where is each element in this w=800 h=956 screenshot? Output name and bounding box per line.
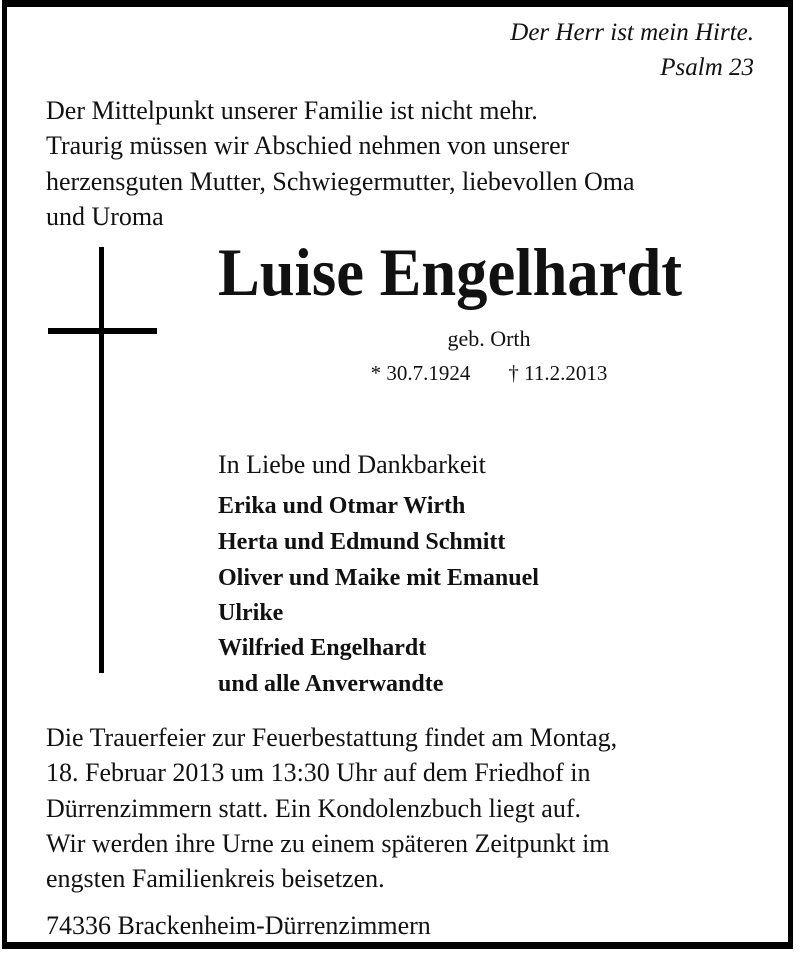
mourner-name: Oliver und Maike mit Emanuel [218,565,539,591]
service-line: Dürrenzimmern statt. Ein Kondolenzbuch liegt auf. [46,794,582,823]
service-line: Die Trauerfeier zur Feuerbestattung findet am Montag, [46,723,618,752]
maiden-name: geb. Orth [447,326,531,351]
service-line: Wir werden ihre Urne zu einem späteren Zeitpunkt im [46,829,610,858]
mourners-heading: In Liebe und Dankbarkeit [218,450,486,479]
motto-line: Der Herr ist mein Hirte. [510,19,754,46]
mourner-name: Herta und Edmund Schmitt [218,529,506,555]
death-date: † 11.2.2013 [508,361,608,385]
cross-vertical-bar [99,247,104,673]
cross-horizontal-bar [48,328,157,334]
intro-line: herzensguten Mutter, Schwiegermutter, liebevollen Oma [46,167,635,196]
life-dates [218,363,760,384]
mourner-name: Wilfried Engelhardt [218,635,427,661]
service-line: 18. Februar 2013 um 13:30 Uhr auf dem Friedhof in [46,758,591,787]
motto-source: Psalm 23 [660,54,754,81]
mourner-name: und alle Anverwandte [218,671,444,697]
deceased-name: Luise Engelhardt [218,234,683,310]
service-line: engsten Familienkreis beisetzen. [46,864,385,893]
intro-line: Traurig müssen wir Abschied nehmen von unserer [46,131,570,160]
mourner-name: Erika und Otmar Wirth [218,493,466,519]
intro-line: und Uroma [46,202,164,231]
mourner-name: Ulrike [218,600,284,626]
intro-line: Der Mittelpunkt unserer Familie ist nicht mehr. [46,96,538,125]
location: 74336 Brackenheim-Dürrenzimmern [46,911,431,940]
birth-date: * 30.7.1924 [370,361,471,385]
